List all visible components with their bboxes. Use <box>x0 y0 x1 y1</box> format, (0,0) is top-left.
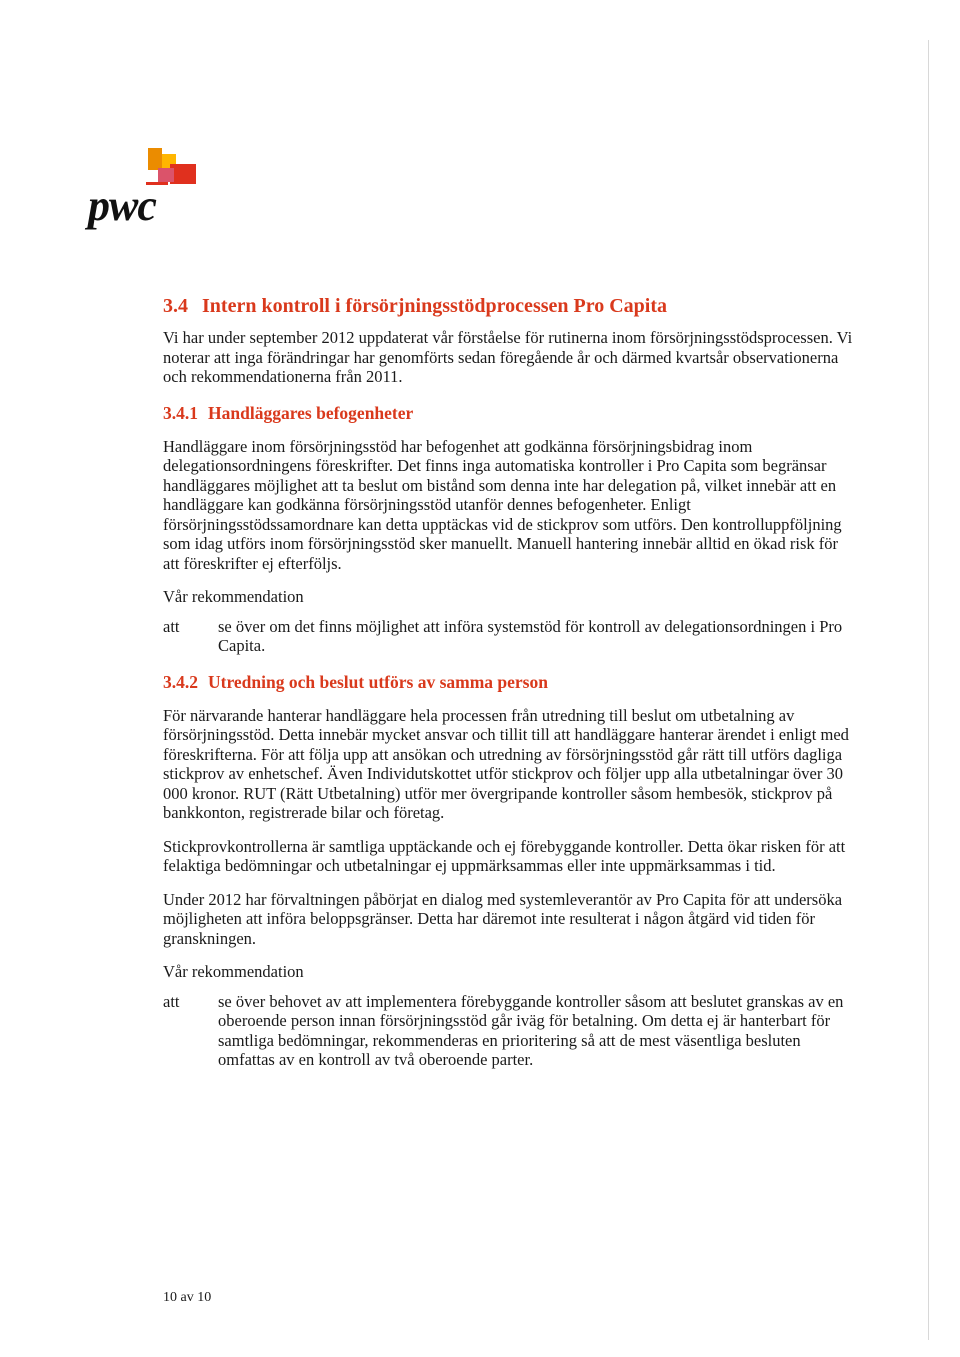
logo-text: pwc <box>88 181 156 230</box>
subsection-2-paragraph: För närvarande hanterar handläggare hela processen från utredning till beslut om utbetalning av försörjningsstöd. Detta innebär mycket ansvar och tillit till att handläggare hanterar ärendet i enligt med föreskrifterna. För att följa upp att ansökan och utredning av försörjningsstöd går rätt till utförs dagliga stickprov av enhetschef. Även Individutskottet utför stickprov och följer upp alla utbetalningar över 30 000 kronor. RUT (Rätt Utbetalning) utför mer övergripande kontroller såsom hembesök, stickprov på bankkonton, registrerade bilar och företag. <box>163 705 849 822</box>
recommendation-1-title: Vår rekommendation <box>163 587 304 606</box>
subsection-1-paragraph: Handläggare inom försörjningsstöd har befogenhet att godkänna försörjningsbidrag inom delegationsordningens föreskrifter. Det finns inga automatiska kontroller i Pro Capita som begränsar handläggares möjlighet att ta beslut om bistånd som denna inte har delegation på, vilket innebär att en handläggare kan godkänna försörjningsstöd utanför dennes befogenheter. Enligt försörjningsstödssamordnare kan detta upptäckas vid de stickprov som utförs. Den kontrolluppföljning som idag utförs inom försörjningsstöd sker manuellt. Manuell hantering innebär alltid en ökad risk för att föreskrifter ej efterföljs. <box>163 436 842 573</box>
recommendation-2-text: se över behovet av att implementera förebyggande kontroller såsom att beslutet granskas av en oberoende person innan försörjningsstöd går iväg för betalning. Om detta ej är hanterbart för samtliga bedömningar, rekommenderas en prioritering så att de mest väsentliga besluten omfattas av en kontroll av två oberoende parter. <box>218 991 844 1069</box>
subsection-2-paragraph: Stickprovkontrollerna är samtliga upptäckande och ej förebyggande kontroller. Detta ökar risken för att felaktiga bedömningar och utbetalningar ej uppmärksammas eller inte uppmärksammas i tid. <box>163 836 846 875</box>
logo-block-rose <box>158 168 174 182</box>
page-number: 10 av 10 <box>163 1290 212 1305</box>
pwc-logo <box>88 140 218 240</box>
subsection-2-title: Utredning och beslut utförs av samma person <box>208 671 548 692</box>
subsection-2-paragraph: Under 2012 har förvaltningen påbörjat en dialog med systemleverantör av Pro Capita för att undersöka möjligheten att införa beloppsgränser. Detta har däremot inte resulterat i någon åtgärd vid tiden för granskningen. <box>163 889 843 948</box>
section-heading <box>163 292 853 320</box>
recommendation-1 <box>163 617 853 656</box>
recommendation-2-lead: att <box>163 991 180 1011</box>
section-title: Intern kontroll i försörjningsstödprocessen Pro Capita <box>202 295 668 317</box>
recommendation-2-title: Vår rekommendation <box>163 962 304 981</box>
subsection-1-title: Handläggares befogenheter <box>208 402 414 423</box>
section-intro: Vi har under september 2012 uppdaterat vår förståelse för rutinerna inom försörjningsstödsprocessen. Vi noterar att inga förändringar har genomförts sedan föregående år och därmed kvartsår observationerna och rekommendationerna från 2011. <box>163 328 853 386</box>
subsection-2-heading <box>163 670 853 694</box>
subsection-2-number: 3.4.2 <box>163 671 198 692</box>
subsection-1-heading <box>163 401 853 425</box>
logo-block-orange <box>148 148 162 170</box>
recommendation-1-text: se över om det finns möjlighet att införa systemstöd för kontroll av delegationsordningen i Pro Capita. <box>218 616 843 655</box>
document-body <box>163 292 853 1084</box>
recommendation-2 <box>163 992 853 1070</box>
recommendation-1-lead: att <box>163 616 180 636</box>
subsection-1-number: 3.4.1 <box>163 402 198 423</box>
section-number: 3.4 <box>163 295 188 317</box>
scan-edge-line <box>928 40 929 1340</box>
